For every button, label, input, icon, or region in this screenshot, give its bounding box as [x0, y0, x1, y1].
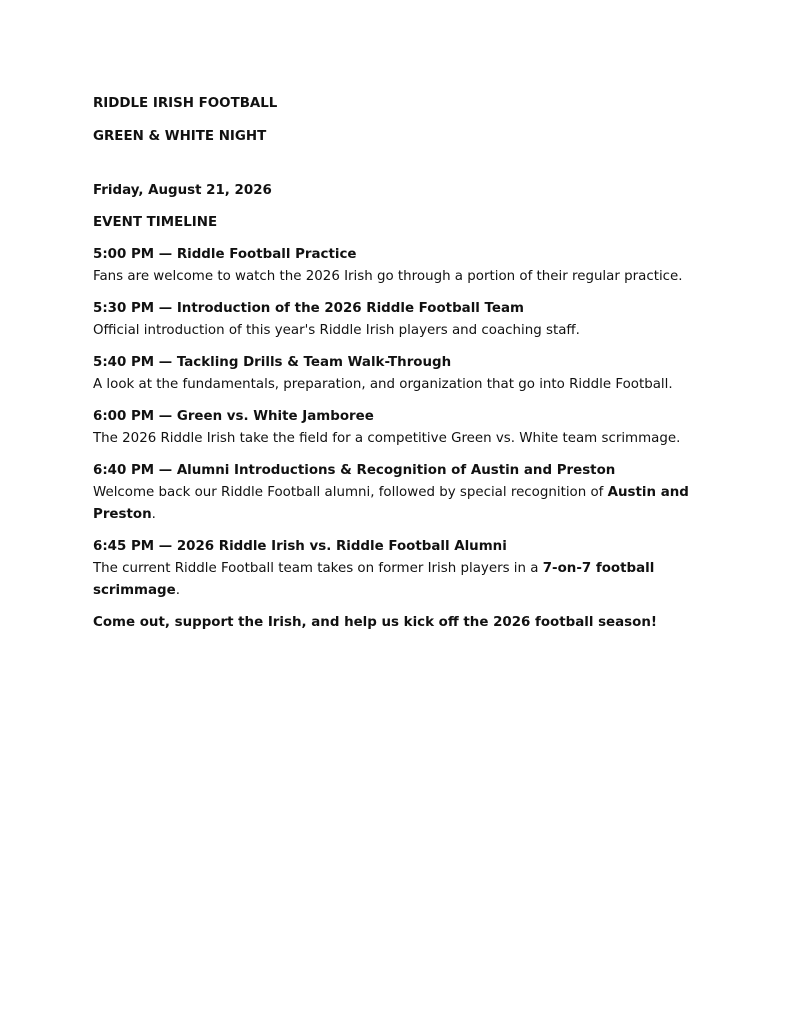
timeline-item-description: The 2026 Riddle Irish take the field for a competitive Green vs. White team scrimmage. — [93, 431, 681, 446]
document-title: RIDDLE IRISH FOOTBALL — [93, 96, 278, 111]
description-emphasis: 7-on-7 football scrimmage — [93, 561, 655, 598]
timeline-item-description: A look at the fundamentals, preparation, and organization that go into Riddle Football. — [93, 377, 673, 392]
timeline-item-description: Official introduction of this year's Riddle Irish players and coaching staff. — [93, 323, 580, 338]
timeline-item-description — [93, 558, 733, 602]
section-heading: EVENT TIMELINE — [93, 215, 218, 230]
timeline-item-heading: 6:40 PM — Alumni Introductions & Recognition of Austin and Preston — [93, 463, 616, 478]
description-text: The current Riddle Football team takes on former Irish players in a — [93, 561, 543, 576]
timeline-item — [93, 460, 733, 526]
timeline-item-heading: 5:30 PM — Introduction of the 2026 Riddle Football Team — [93, 301, 524, 316]
description-text: . — [151, 507, 156, 522]
timeline-item-description: Fans are welcome to watch the 2026 Irish go through a portion of their regular practice. — [93, 269, 683, 284]
description-emphasis: Austin and Preston — [93, 485, 689, 522]
document-page — [93, 93, 733, 634]
timeline-item-heading: 5:40 PM — Tackling Drills & Team Walk-Through — [93, 355, 452, 370]
timeline-item-description — [93, 482, 733, 526]
timeline-item-heading: 6:00 PM — Green vs. White Jamboree — [93, 409, 374, 424]
closing-statement: Come out, support the Irish, and help us kick off the 2026 football season! — [93, 615, 657, 630]
timeline-item — [93, 298, 733, 342]
description-text: . — [175, 583, 180, 598]
timeline-item — [93, 406, 733, 450]
event-date: Friday, August 21, 2026 — [93, 183, 272, 198]
description-text: Welcome back our Riddle Football alumni, followed by special recognition of — [93, 485, 608, 500]
timeline-item-heading: 6:45 PM — 2026 Riddle Irish vs. Riddle Football Alumni — [93, 539, 507, 554]
timeline-item-heading: 5:00 PM — Riddle Football Practice — [93, 247, 357, 262]
timeline-item — [93, 244, 733, 288]
timeline-item — [93, 352, 733, 396]
document-subtitle: GREEN & WHITE NIGHT — [93, 129, 267, 144]
timeline-item — [93, 536, 733, 602]
